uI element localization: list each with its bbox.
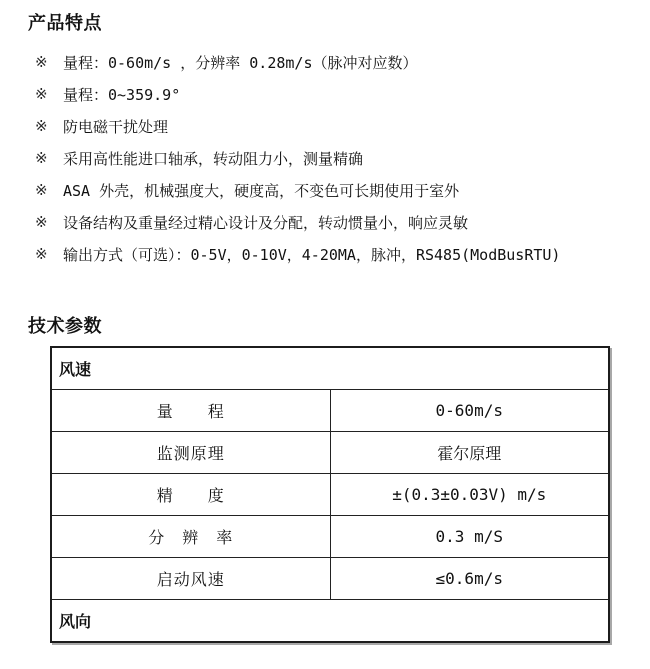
reference-mark-icon: ※ xyxy=(35,214,48,231)
document-page xyxy=(0,12,650,669)
table-row xyxy=(51,390,609,432)
row-label: 分 辨 率 xyxy=(51,516,330,558)
features-title: 产品特点 xyxy=(28,13,102,33)
row-label: 精 度 xyxy=(51,474,330,516)
feature-text: 采用高性能进口轴承，转动阻力小，测量精确 xyxy=(63,149,364,168)
reference-mark-icon: ※ xyxy=(35,246,48,263)
feature-item xyxy=(35,238,650,270)
reference-mark-icon: ※ xyxy=(35,54,48,71)
reference-mark-icon: ※ xyxy=(35,86,48,103)
feature-item xyxy=(35,142,650,174)
feature-item xyxy=(35,206,650,238)
table-row xyxy=(51,516,609,558)
feature-item xyxy=(35,174,650,206)
feature-text: 设备结构及重量经过精心设计及分配，转动惯量小，响应灵敏 xyxy=(63,213,469,232)
row-value: 霍尔原理 xyxy=(330,432,609,474)
table-row xyxy=(51,558,609,600)
reference-mark-icon: ※ xyxy=(35,150,48,167)
feature-text: 输出方式（可选）：0-5V，0-10V，4-20MA，脉冲，RS485(ModBusRTU) xyxy=(63,245,561,264)
feature-text: 量程：0~359.9° xyxy=(63,85,181,104)
feature-item xyxy=(35,78,650,110)
feature-text: ASA 外壳，机械强度大，硬度高，不变色可长期使用于室外 xyxy=(63,181,460,200)
specs-table xyxy=(50,346,610,643)
section-header-wind-direction: 风向 xyxy=(51,600,609,643)
row-value: ≤0.6m/s xyxy=(330,558,609,600)
row-value: 0-60m/s xyxy=(330,390,609,432)
section-header-wind-speed: 风速 xyxy=(51,347,609,390)
row-value: ±(0.3±0.03V) m/s xyxy=(330,474,609,516)
specs-title: 技术参数 xyxy=(28,316,102,336)
row-label: 监测原理 xyxy=(51,432,330,474)
features-list xyxy=(35,46,650,270)
row-label: 量 程 xyxy=(51,390,330,432)
feature-text: 防电磁干扰处理 xyxy=(63,117,169,136)
reference-mark-icon: ※ xyxy=(35,182,48,199)
feature-item xyxy=(35,110,650,142)
row-label: 启动风速 xyxy=(51,558,330,600)
table-section-row xyxy=(51,347,609,390)
table-row xyxy=(51,474,609,516)
row-value: 0.3 m/S xyxy=(330,516,609,558)
table-row xyxy=(51,432,609,474)
table-section-row xyxy=(51,600,609,643)
reference-mark-icon: ※ xyxy=(35,118,48,135)
feature-text: 量程：0-60m/s ，分辨率 0.28m/s（脉冲对应数） xyxy=(63,53,418,72)
feature-item xyxy=(35,46,650,78)
